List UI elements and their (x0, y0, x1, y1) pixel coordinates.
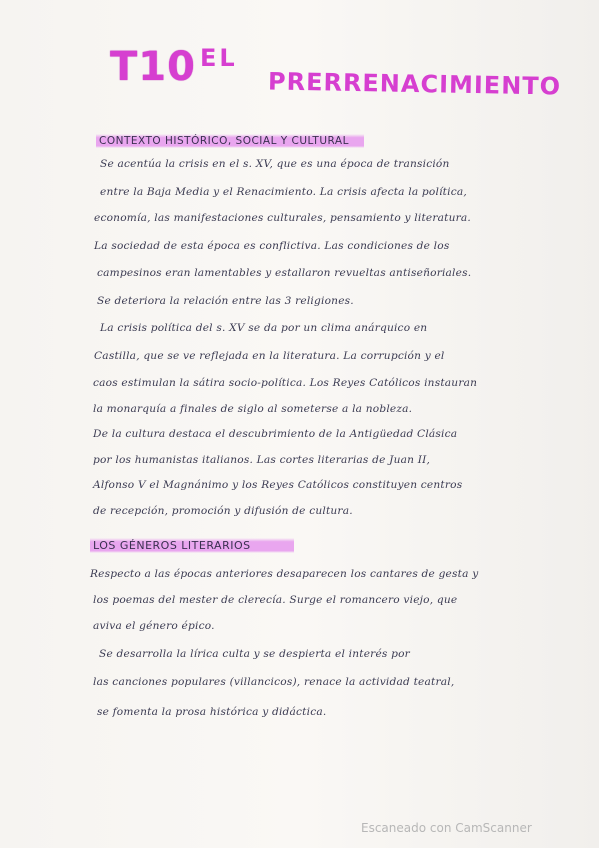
text-line: Se deteriora la relación entre las 3 religiones. (97, 295, 354, 307)
text-line: De la cultura destaca el descubrimiento de la Antigüedad Clásica (93, 428, 458, 440)
text-line: Se acentúa la crisis en el s. XV, que es una época de transición (100, 158, 450, 170)
text-line: entre la Baja Media y el Renacimiento. La crisis afecta la política, (100, 186, 467, 198)
scanner-watermark: Escaneado con CamScanner (361, 821, 532, 835)
text-line: La crisis política del s. XV se da por un clima anárquico en (100, 322, 428, 334)
text-line: por los humanistas italianos. Las cortes literarias de Juan II, (93, 454, 431, 466)
title-number: T10 (110, 44, 196, 90)
text-line: Alfonso V el Magnánimo y los Reyes Católicos constituyen centros (93, 479, 463, 491)
text-line: Respecto a las épocas anteriores desaparecen los cantares de gesta y (90, 568, 479, 580)
text-line: de recepción, promoción y difusión de cultura. (93, 505, 353, 517)
text-line: la monarquía a finales de siglo al someterse a la nobleza. (93, 403, 413, 415)
text-line: Se desarrolla la lírica culta y se despierta el interés por (99, 648, 410, 660)
page-title: PRERRENACIMIENTO (267, 67, 562, 101)
title-article: EL (200, 44, 238, 72)
text-line: los poemas del mester de clerecía. Surge el romancero viejo, que (93, 594, 458, 606)
text-line: La sociedad de esta época es conflictiva. Las condiciones de los (94, 240, 450, 252)
text-line: Castilla, que se ve reflejada en la literatura. La corrupción y el (94, 350, 445, 362)
text-line: se fomenta la prosa histórica y didáctica. (97, 706, 327, 718)
text-line: caos estimulan la sátira socio-política. Los Reyes Católicos instauran (93, 377, 478, 389)
text-line: economía, las manifestaciones culturales, pensamiento y literatura. (94, 212, 471, 224)
section-heading-genres: LOS GÉNEROS LITERARIOS (90, 538, 294, 553)
section-heading-context: CONTEXTO HISTÓRICO, SOCIAL Y CULTURAL (96, 134, 364, 148)
text-line: campesinos eran lamentables y estallaron revueltas antiseñoriales. (97, 267, 472, 279)
text-line: aviva el género épico. (93, 620, 215, 632)
text-line: las canciones populares (villancicos), renace la actividad teatral, (93, 676, 455, 688)
